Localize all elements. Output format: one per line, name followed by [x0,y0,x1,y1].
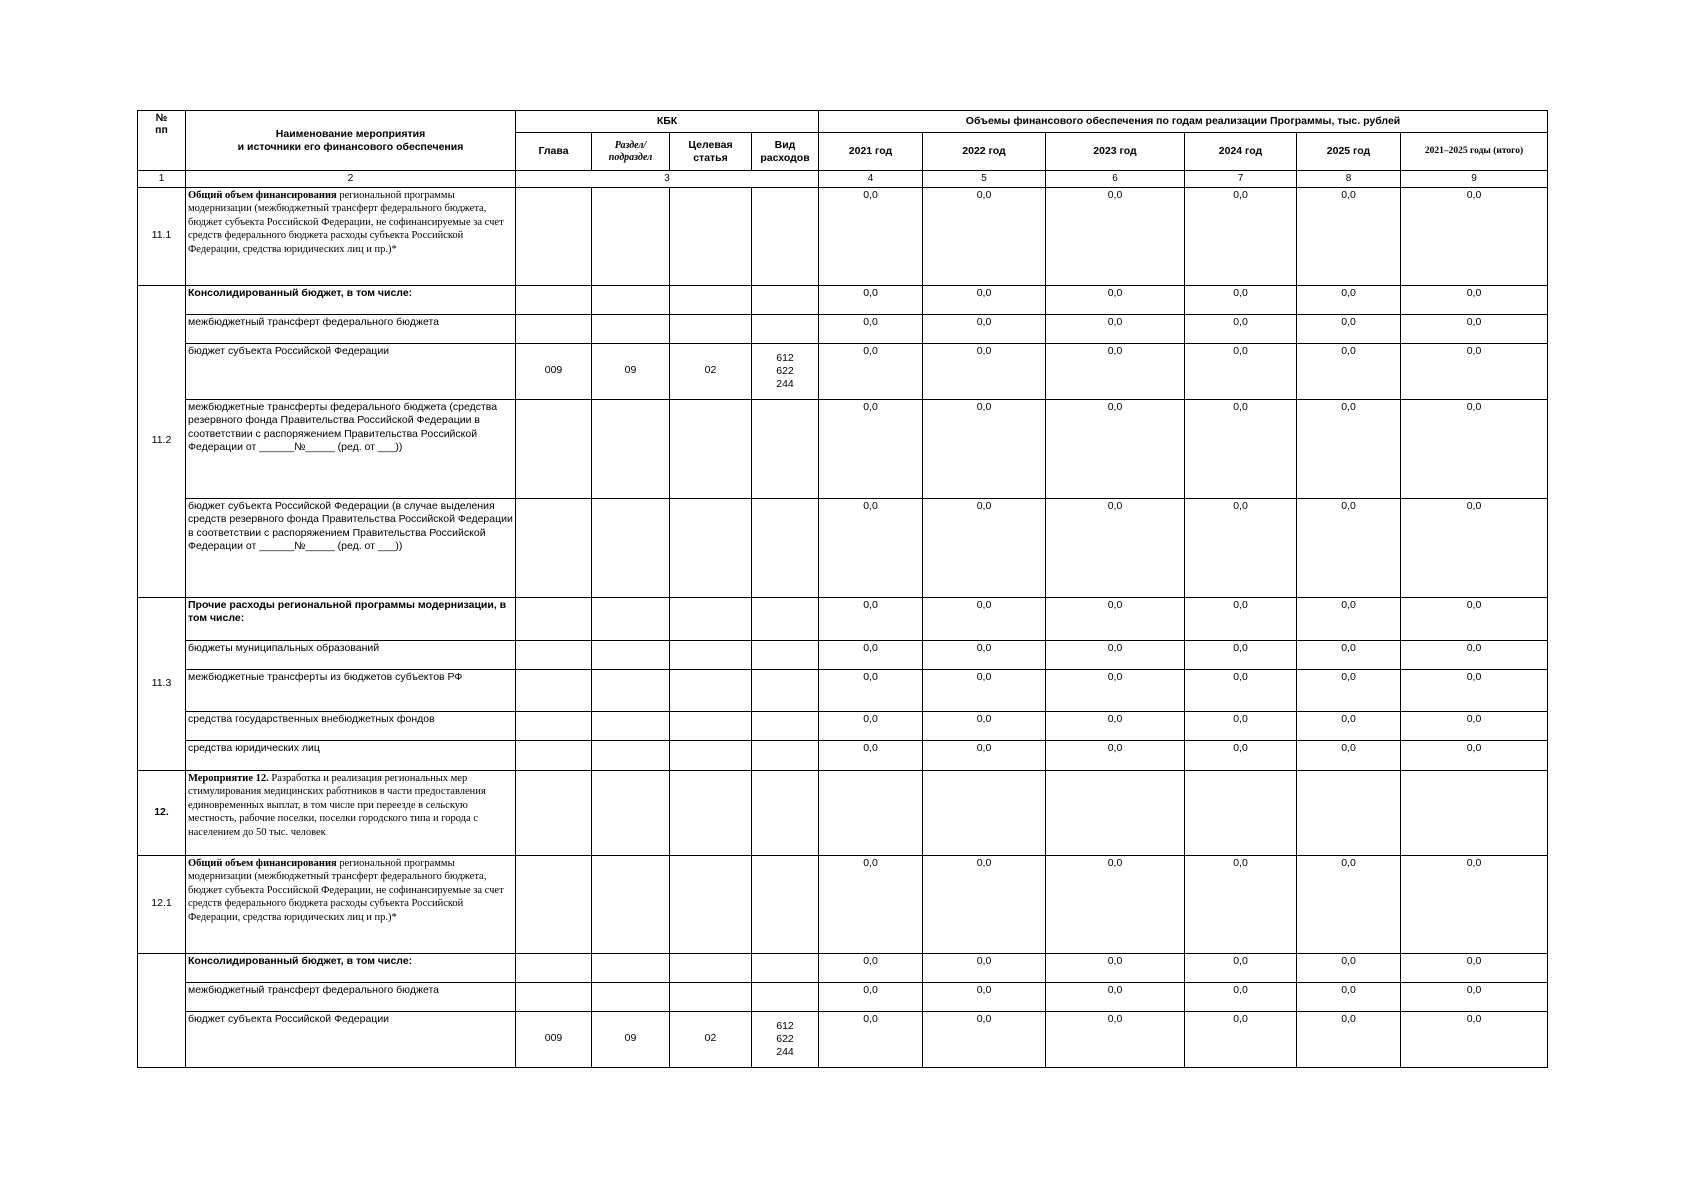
value-cell: 0,0 [819,640,923,669]
kbk-razdel: 09 [592,1011,670,1067]
value-cell: 0,0 [1046,855,1185,953]
value-cell: 0,0 [1185,855,1297,953]
header-kbk: КБК [516,111,819,133]
kbk-glava: 009 [516,1011,592,1067]
kbk-glava: 009 [516,343,592,399]
value-cell: 0,0 [923,187,1046,285]
value-cell: 0,0 [1185,740,1297,770]
index-cell: 9 [1401,171,1548,188]
value-cell: 0,0 [1185,314,1297,343]
value-cell: 0,0 [819,982,923,1011]
table-row [138,187,1548,285]
table-row [138,855,1548,953]
value-cell: 0,0 [1401,855,1548,953]
header-celevaya: Целевая статья [670,133,752,171]
index-cell: 8 [1297,171,1401,188]
budget-table-sheet [137,110,1548,1068]
value-cell: 0,0 [1401,285,1548,314]
value-cell: 0,0 [1297,498,1401,597]
kbk-razdel: 09 [592,343,670,399]
value-cell: 0,0 [923,314,1046,343]
value-cell: 0,0 [1297,1011,1401,1067]
value-cell: 0,0 [1046,399,1185,498]
table-row [138,711,1548,740]
value-cell: 0,0 [819,953,923,982]
value-cell: 0,0 [819,597,923,640]
row-name: межбюджетные трансферты из бюджетов субъектов РФ [186,669,516,711]
value-cell: 0,0 [923,1011,1046,1067]
row-name-text: региональной программы модернизации (межбюджетный трансферт федерального бюджета, бюджет субъекта Российской Федерации, не софинансируемые за счет средств федерального бюджета расходы субъекта Российской Федерации, средства юридических лиц и пр.)* [188,189,504,255]
value-cell: 0,0 [1185,399,1297,498]
table-row [138,285,1548,314]
value-cell: 0,0 [1297,343,1401,399]
row-name: Консолидированный бюджет, в том числе: [186,285,516,314]
header-volumes: Объемы финансового обеспечения по годам реализации Программы, тыс. рублей [819,111,1548,133]
header-name: Наименование мероприятия и источники его финансового обеспечения [186,111,516,171]
value-cell: 0,0 [1297,314,1401,343]
value-cell: 0,0 [1046,314,1185,343]
value-cell: 0,0 [1297,669,1401,711]
budget-table [137,110,1548,1068]
value-cell: 0,0 [1185,982,1297,1011]
row-name [186,855,516,953]
index-cell: 3 [516,171,819,188]
row-name: бюджет субъекта Российской Федерации [186,1011,516,1067]
index-cell: 5 [923,171,1046,188]
row-name-text: Разработка и реализация региональных мер стимулирования медицинских работников в части предоставления единовременных выплат, в том числе при переезде в сельскую местность, рабочие поселки, поселки городского типа и города с населением до 50 тыс. человек [188,772,486,838]
value-cell: 0,0 [819,1011,923,1067]
row-name: бюджеты муниципальных образований [186,640,516,669]
value-cell: 0,0 [1185,498,1297,597]
row-number: 11.2 [138,285,186,597]
value-cell: 0,0 [1401,314,1548,343]
value-cell: 0,0 [1046,982,1185,1011]
value-cell: 0,0 [1401,982,1548,1011]
value-cell: 0,0 [1046,597,1185,640]
index-cell: 6 [1046,171,1185,188]
value-cell: 0,0 [819,343,923,399]
row-number: 11.3 [138,597,186,770]
value-cell: 0,0 [1401,498,1548,597]
index-cell: 2 [186,171,516,188]
value-cell: 0,0 [1297,855,1401,953]
row-name: бюджет субъекта Российской Федерации (в случае выделения средств резервного фонда Правительства Российской Федерации в соответствии с распоряжением Правительства Российской Федерации от ______№_____ (ред. от ___)) [186,498,516,597]
value-cell: 0,0 [819,740,923,770]
header-year-2022: 2022 год [923,133,1046,171]
row-name: Прочие расходы региональной программы модернизации, в том числе: [186,597,516,640]
row-name: средства юридических лиц [186,740,516,770]
table-row [138,498,1548,597]
value-cell: 0,0 [1401,1011,1548,1067]
value-cell: 0,0 [819,711,923,740]
header-no: № пп [138,111,186,171]
table-row [138,399,1548,498]
value-cell: 0,0 [923,953,1046,982]
value-cell: 0,0 [1297,285,1401,314]
table-row [138,982,1548,1011]
value-cell: 0,0 [1401,597,1548,640]
row-name: межбюджетный трансферт федерального бюджета [186,314,516,343]
header-year-2021: 2021 год [819,133,923,171]
value-cell: 0,0 [819,498,923,597]
value-cell: 0,0 [1297,953,1401,982]
value-cell: 0,0 [1401,740,1548,770]
row-name-bold: Мероприятие 12. [188,772,269,784]
value-cell: 0,0 [1297,597,1401,640]
value-cell: 0,0 [923,343,1046,399]
header-year-total: 2021–2025 годы (итого) [1401,133,1548,171]
value-cell: 0,0 [1046,498,1185,597]
value-cell: 0,0 [1046,740,1185,770]
value-cell: 0,0 [923,669,1046,711]
header-year-2025: 2025 год [1297,133,1401,171]
row-name [186,187,516,285]
table-row [138,740,1548,770]
value-cell: 0,0 [1185,1011,1297,1067]
value-cell: 0,0 [1297,982,1401,1011]
index-cell: 4 [819,171,923,188]
index-cell: 7 [1185,171,1297,188]
value-cell: 0,0 [923,597,1046,640]
value-cell: 0,0 [923,498,1046,597]
value-cell: 0,0 [1185,640,1297,669]
table-row [138,1011,1548,1067]
value-cell: 0,0 [1185,669,1297,711]
table-row [138,597,1548,640]
value-cell: 0,0 [819,399,923,498]
value-cell: 0,0 [1401,640,1548,669]
value-cell: 0,0 [1185,187,1297,285]
kbk-vid: 612 622 244 [752,1011,819,1067]
value-cell: 0,0 [1297,711,1401,740]
value-cell: 0,0 [1401,711,1548,740]
value-cell: 0,0 [923,855,1046,953]
header-year-2024: 2024 год [1185,133,1297,171]
value-cell: 0,0 [819,669,923,711]
value-cell: 0,0 [819,187,923,285]
value-cell: 0,0 [819,314,923,343]
row-number: 12. [138,770,186,855]
table-row [138,669,1548,711]
row-name: Консолидированный бюджет, в том числе: [186,953,516,982]
row-name: межбюджетные трансферты федерального бюджета (средства резервного фонда Правительства Российской Федерации в соответствии с распоряжением Правительства Российской Федерации от ______№_____ (ред. от ___)) [186,399,516,498]
value-cell: 0,0 [1401,953,1548,982]
table-row [138,953,1548,982]
row-name-bold: Общий объем финансирования [188,857,337,869]
value-cell: 0,0 [1185,953,1297,982]
value-cell: 0,0 [1046,1011,1185,1067]
value-cell: 0,0 [1401,669,1548,711]
value-cell: 0,0 [1401,399,1548,498]
table-row [138,640,1548,669]
value-cell: 0,0 [923,285,1046,314]
row-name: межбюджетный трансферт федерального бюджета [186,982,516,1011]
row-name-text: региональной программы модернизации (межбюджетный трансферт федерального бюджета, бюджет субъекта Российской Федерации, не софинансируемые за счет средств федерального бюджета расходы субъекта Российской Федерации, средства юридических лиц и пр.)* [188,857,504,923]
value-cell: 0,0 [923,740,1046,770]
value-cell: 0,0 [923,711,1046,740]
table-row [138,314,1548,343]
value-cell: 0,0 [1185,285,1297,314]
row-name-bold: Общий объем финансирования [188,189,337,201]
table-row [138,343,1548,399]
value-cell: 0,0 [1046,711,1185,740]
value-cell: 0,0 [1046,343,1185,399]
value-cell: 0,0 [923,640,1046,669]
value-cell: 0,0 [819,285,923,314]
value-cell: 0,0 [1185,597,1297,640]
value-cell: 0,0 [1046,953,1185,982]
kbk-celevaya: 02 [670,1011,752,1067]
value-cell: 0,0 [1401,187,1548,285]
value-cell: 0,0 [923,399,1046,498]
kbk-vid: 612 622 244 [752,343,819,399]
row-name: средства государственных внебюджетных фондов [186,711,516,740]
value-cell: 0,0 [1046,285,1185,314]
row-number: 11.1 [138,187,186,285]
row-number [138,953,186,1067]
index-cell: 1 [138,171,186,188]
value-cell: 0,0 [1185,711,1297,740]
header-year-2023: 2023 год [1046,133,1185,171]
value-cell: 0,0 [1297,187,1401,285]
header-razdel: Раздел/ подраздел [592,133,670,171]
value-cell: 0,0 [1046,640,1185,669]
header-glava: Глава [516,133,592,171]
value-cell: 0,0 [1046,187,1185,285]
table-row [138,770,1548,855]
value-cell: 0,0 [819,855,923,953]
value-cell: 0,0 [1046,669,1185,711]
row-number: 12.1 [138,855,186,953]
row-name: бюджет субъекта Российской Федерации [186,343,516,399]
value-cell: 0,0 [1297,640,1401,669]
row-name [186,770,516,855]
value-cell: 0,0 [1401,343,1548,399]
header-vid: Вид расходов [752,133,819,171]
value-cell: 0,0 [1297,740,1401,770]
kbk-celevaya: 02 [670,343,752,399]
value-cell: 0,0 [1185,343,1297,399]
value-cell: 0,0 [923,982,1046,1011]
value-cell: 0,0 [1297,399,1401,498]
